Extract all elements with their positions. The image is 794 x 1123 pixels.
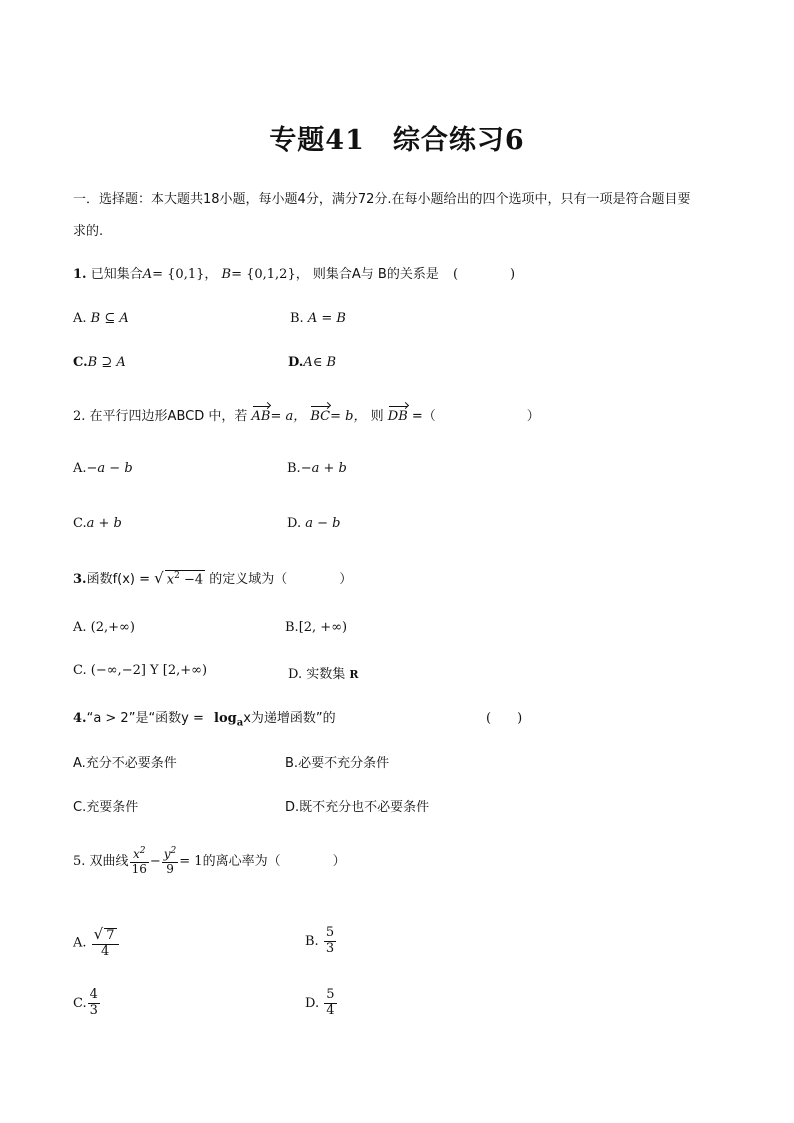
radicand-x: x: [166, 572, 175, 587]
numerator-power: 2: [139, 846, 146, 856]
q4-option-a: [73, 752, 177, 771]
question-4: [73, 707, 336, 729]
q3-text-pre: 函数f(x) =: [86, 572, 151, 587]
sqrt-icon: √: [154, 569, 164, 587]
q1-set-a-def: = {0,1}，: [152, 267, 218, 282]
sqrt-icon: √: [93, 925, 104, 943]
q1-set-a: A: [142, 267, 153, 282]
question-1: [73, 263, 515, 282]
radicand-power: 2: [174, 570, 180, 581]
q3-option-c: [73, 663, 207, 678]
q2-option-b: [287, 461, 347, 476]
fraction-numerator: 5: [325, 925, 335, 940]
option-math: A∈ B: [303, 355, 337, 370]
option-label: D.: [285, 800, 300, 815]
option-math: (2,+∞): [90, 620, 135, 635]
option-label: B.: [305, 933, 319, 949]
q3-number: 3.: [73, 572, 87, 587]
q3-radicand: [165, 570, 205, 587]
q5-option-d: [305, 988, 338, 1019]
fraction-denominator: 3: [89, 1002, 98, 1018]
q2-text-then: 则: [370, 409, 384, 424]
option-text: 充分不必要条件: [85, 756, 177, 771]
option-math: −a + b: [300, 461, 347, 476]
q1-option-d: [288, 355, 336, 370]
option-text: 实数集: [306, 667, 346, 682]
q4-answer-paren: ( ): [486, 711, 523, 726]
option-fraction: [88, 988, 100, 1019]
q5-option-a: [73, 926, 120, 960]
q5-text-post: 的离心率为（ ）: [202, 853, 346, 869]
option-label: A.: [73, 756, 86, 771]
q3-option-b: [285, 620, 347, 635]
fraction-numerator: [92, 926, 119, 945]
option-label: D.: [288, 355, 304, 370]
option-math: A = B: [307, 311, 346, 326]
option-math: a + b: [86, 516, 122, 531]
option-text: 充要条件: [86, 800, 139, 815]
option-math: [2, +∞): [298, 620, 348, 635]
option-label: B.: [290, 311, 304, 326]
option-label: A.: [73, 620, 87, 635]
q3-text-post: 的定义域为（ ）: [209, 572, 353, 587]
fraction-denominator: 3: [325, 940, 335, 956]
fraction-denominator: 4: [100, 943, 110, 959]
q3-option-a: [73, 620, 135, 635]
q2-number: 2.: [73, 409, 86, 424]
q2-vector-ab: AB: [251, 409, 271, 424]
option-label: B.: [285, 620, 299, 635]
q5-number: 5.: [73, 853, 86, 869]
fraction-numerator: 4: [89, 987, 98, 1002]
q5-eq: = 1: [179, 853, 203, 869]
question-5: [73, 846, 346, 877]
q4-text-post: x为递增函数”的: [243, 711, 336, 726]
option-text: 既不充分也不必要条件: [299, 800, 430, 815]
q5-option-b: [305, 926, 337, 957]
q3-option-d: [288, 663, 359, 682]
q5-text-pre: 双曲线: [89, 853, 129, 869]
q4-text-pre: “a > 2”是“函数y =: [86, 711, 204, 726]
q2-vector-db: DB: [387, 409, 408, 424]
fraction-denominator: 16: [131, 861, 147, 876]
q4-option-c: [73, 796, 138, 815]
q1-option-c: [73, 355, 126, 370]
q2-text-pre: 在平行四边形ABCD 中，若: [89, 409, 248, 424]
option-label: D.: [305, 995, 320, 1011]
fraction-denominator: 9: [166, 861, 174, 876]
q1-answer-paren: ( ): [452, 267, 516, 282]
q5-fraction-x: [130, 846, 149, 877]
fraction-numerator: [130, 846, 149, 863]
section-intro-line2: 求的.: [73, 224, 104, 239]
option-label: B.: [287, 461, 301, 476]
option-text: 必要不充分条件: [298, 756, 390, 771]
radicand: 7: [106, 928, 115, 943]
option-fraction: [92, 926, 119, 960]
question-2: [73, 405, 540, 424]
option-label: C.: [73, 355, 88, 370]
q5-option-c: [73, 988, 101, 1019]
option-fraction: [324, 988, 336, 1019]
fraction-denominator: 4: [326, 1002, 335, 1018]
q2-option-a: [73, 461, 133, 476]
q4-log: log: [214, 711, 237, 726]
q2-eq-a: = a，: [270, 409, 307, 424]
q2-vector-bc: BC: [310, 409, 331, 424]
option-label: B.: [285, 756, 299, 771]
q2-option-d: [287, 516, 340, 531]
option-math: (−∞,−2] Y [2,+∞): [90, 663, 208, 678]
option-math: a − b: [305, 516, 341, 531]
option-fraction: [324, 926, 336, 957]
fraction-numerator: [162, 846, 179, 863]
section-intro-line1: 一．选择题：本大题共18小题，每小题4分，满分72分.在每小题给出的四个选项中，只有一项是符合题目要: [73, 192, 691, 207]
q4-number: 4.: [73, 711, 87, 726]
option-label: C.: [73, 516, 87, 531]
q1-text-pre: 已知集合: [90, 267, 143, 282]
option-label: A.: [73, 311, 87, 326]
q1-option-a: [73, 311, 129, 326]
option-math: R: [349, 668, 359, 681]
q4-log-base: a: [236, 717, 244, 729]
q1-option-b: [290, 311, 346, 326]
question-3: [73, 568, 352, 587]
q1-number: 1.: [73, 267, 87, 282]
q2-answer-paren: =（ ）: [411, 409, 540, 424]
q4-option-b: [285, 752, 389, 771]
q5-minus: −: [149, 853, 161, 869]
page-title: 专题41 综合练习6: [269, 125, 525, 156]
q1-set-b-def: = {0,1,2}，: [231, 267, 309, 282]
numerator-var: y: [163, 847, 171, 861]
option-label: A.: [73, 461, 87, 476]
numerator-var: x: [132, 847, 140, 861]
radicand-rest: −4: [179, 572, 204, 587]
option-label: C.: [73, 995, 87, 1011]
option-math: B ⊆ A: [90, 311, 129, 326]
q2-option-c: [73, 516, 122, 531]
option-label: D.: [288, 667, 303, 682]
q4-option-d: [285, 796, 429, 815]
option-label: A.: [73, 935, 87, 951]
q1-text-post: 则集合A与 B的关系是: [312, 267, 439, 282]
option-label: C.: [73, 800, 87, 815]
option-label: C.: [73, 663, 87, 678]
option-math: −a − b: [86, 461, 133, 476]
option-math: B ⊇ A: [87, 355, 126, 370]
fraction-numerator: 5: [326, 987, 335, 1002]
q2-eq-b: = b，: [330, 409, 367, 424]
option-label: D.: [287, 516, 302, 531]
q5-fraction-y: [162, 846, 179, 877]
numerator-power: 2: [170, 846, 177, 856]
q1-set-b: B: [221, 267, 232, 282]
